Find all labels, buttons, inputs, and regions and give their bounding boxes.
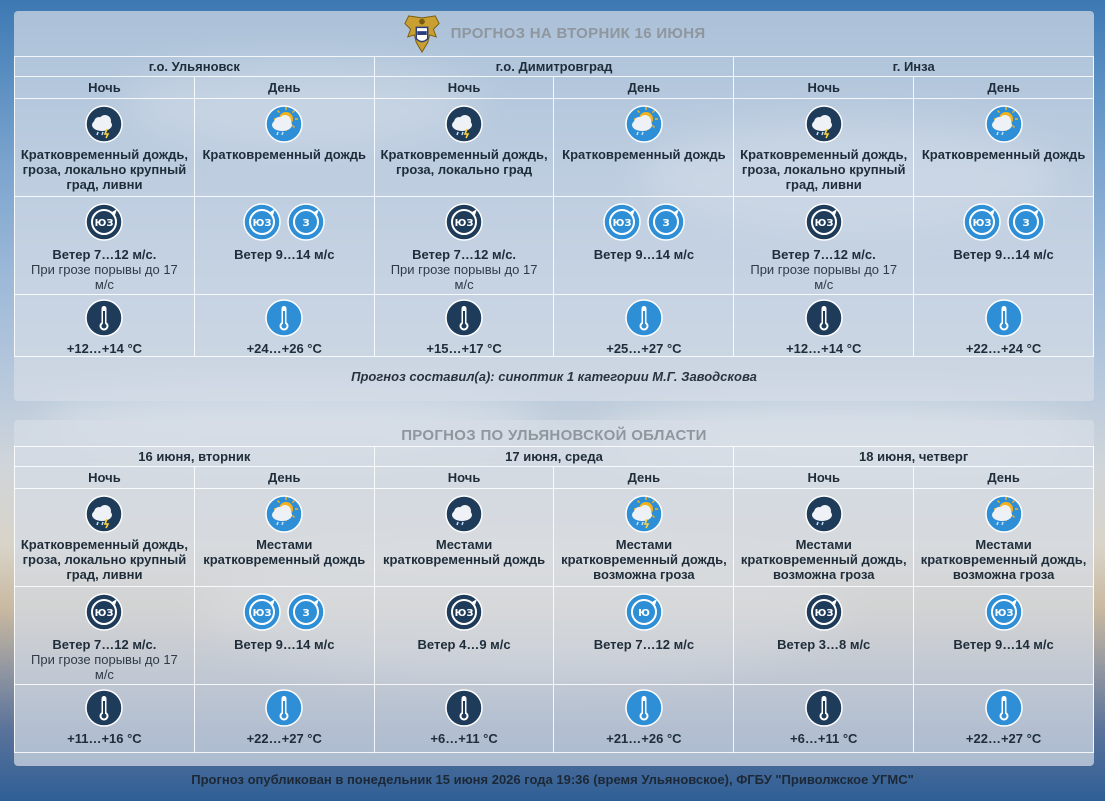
wind-cell [374,197,554,295]
weather-icon-wrap [15,495,194,533]
thermometer-wrap [914,689,1093,727]
condition-cell [734,99,914,197]
rain-night-icon [445,495,483,533]
rain-night-icon [805,495,843,533]
weather-icon-wrap [734,495,913,533]
condition-text: Кратковременный дождь [921,147,1086,162]
wind-speed: Ветер 7…12 м/с. [52,637,157,652]
thermometer-wrap [734,689,913,727]
svg-text:З: З [302,218,310,229]
today-forecast-title: ПРОГНОЗ НА ВТОРНИК 16 ИЮНЯ [450,25,706,42]
temperature-range: +25…+27 °С [606,341,682,356]
sun-rain-day-icon [265,495,303,533]
temperature-range: +12…+14 °С [66,341,143,356]
wind-sw-light-icon [243,593,281,631]
period-header: День [914,77,1094,99]
thermometer-icon [85,689,123,727]
wind-cell [15,587,195,685]
wind-sw-dark-icon [805,593,843,631]
thermometer-icon [445,689,483,727]
condition-cell [194,489,374,587]
region-forecast-title-bar [14,420,1094,446]
wind-speed: Ветер 7…12 м/с. [771,247,876,262]
wind-speed: Ветер 9…14 м/с [953,637,1054,652]
thermometer-icon [625,299,663,337]
weather-icon-wrap [195,105,374,143]
day-header: 17 июня, среда [374,447,734,467]
rain-thunder-night-icon [85,105,123,143]
gust-note: При грозе порывы до 17 м/с [750,262,898,292]
period-header: День [194,77,374,99]
svg-text:ЮЗ: ЮЗ [94,608,114,619]
wind-cell [734,587,914,685]
temperature-cell [914,295,1094,357]
period-header: Ночь [15,77,195,99]
region-forecast-title: ПРОГНОЗ ПО УЛЬЯНОВСКОЙ ОБЛАСТИ [401,426,707,444]
wind-icons [375,203,554,241]
wind-speed: Ветер 9…14 м/с [234,637,335,652]
temperature-cell [374,295,554,357]
wind-sw-dark-icon [85,593,123,631]
wind-w-light-icon [287,203,325,241]
temperature-range: +6…+11 °С [790,731,858,746]
thermometer-icon [805,689,843,727]
sun-rain-day-icon [985,105,1023,143]
wind-cell [194,197,374,295]
weather-icon-wrap [914,495,1093,533]
svg-text:ЮЗ: ЮЗ [972,218,991,229]
temperature-cell [554,685,734,753]
weather-icon-wrap [195,495,374,533]
thermometer-wrap [375,689,554,727]
period-header: Ночь [734,77,914,99]
temperature-range: +22…+24 °С [965,341,1042,356]
wind-icons [734,203,913,241]
thermometer-wrap [554,299,733,337]
condition-text: Местами кратковременный дождь [203,537,366,567]
condition-cell [374,489,554,587]
publication-footer: Прогноз опубликован в понедельник 15 июня 2026 года 19:36 (время Ульяновское), ФГБУ "Приволжское УГМС" [191,772,914,787]
temperature-cell [554,295,734,357]
condition-text: Кратковременный дождь, гроза, локально град [380,147,548,177]
period-header: Ночь [15,467,195,489]
thermometer-wrap [195,689,374,727]
wind-sw-dark-icon [85,203,123,241]
thermometer-icon [985,689,1023,727]
temperature-range: +24…+26 °С [246,341,322,356]
period-header: День [554,467,734,489]
wind-sw-dark-icon [445,593,483,631]
rain-thunder-night-icon [805,105,843,143]
thermometer-icon [265,689,303,727]
temperature-cell [194,685,374,753]
weather-icon-wrap [734,105,913,143]
wind-w-light-icon [647,203,685,241]
temperature-cell [914,685,1094,753]
temperature-cell [194,295,374,357]
wind-cell [734,197,914,295]
svg-text:ЮЗ: ЮЗ [994,608,1013,619]
condition-cell [15,99,195,197]
wind-speed: Ветер 7…12 м/с. [412,247,517,262]
thermometer-wrap [195,299,374,337]
day-header: 18 июня, четверг [734,447,1094,467]
condition-cell [194,99,374,197]
svg-text:ЮЗ: ЮЗ [814,608,834,619]
temperature-cell [734,685,914,753]
temperature-range: +15…+17 °С [426,341,502,356]
city-header: г. Инза [734,57,1094,77]
condition-cell [914,489,1094,587]
wind-speed: Ветер 3…8 м/с [777,637,871,652]
rain-thunder-night-icon [85,495,123,533]
condition-cell [374,99,554,197]
condition-cell [554,99,734,197]
thermometer-icon [805,299,843,337]
condition-text: Кратковременный дождь [202,147,366,162]
wind-icons [15,203,194,241]
forecast-author: Прогноз составил(а): синоптик 1 категории М.Г. Заводскова [351,369,757,384]
condition-cell [554,489,734,587]
wind-speed: Ветер 7…12 м/с. [52,247,157,262]
wind-icons [914,593,1093,631]
temperature-cell [15,685,195,753]
today-forecast-table [14,56,1094,357]
temperature-cell [374,685,554,753]
period-header: День [914,467,1094,489]
wind-cell [554,197,734,295]
temperature-cell [15,295,195,357]
temperature-range: +6…+11 °С [430,731,498,746]
svg-text:ЮЗ: ЮЗ [814,218,834,229]
wind-w-light-icon [1007,203,1045,241]
thermometer-icon [625,689,663,727]
wind-s-light-icon [625,593,663,631]
period-header: Ночь [374,77,554,99]
wind-icons [734,593,913,631]
gust-note: При грозе порывы до 17 м/с [31,652,178,682]
period-header: День [194,467,374,489]
svg-text:ЮЗ: ЮЗ [252,218,272,229]
wind-sw-light-icon [243,203,281,241]
condition-text: Кратковременный дождь, гроза, локально крупный град, ливни [20,537,188,582]
condition-cell [734,489,914,587]
weather-icon-wrap [554,105,733,143]
weather-icon-wrap [375,495,554,533]
period-header: Ночь [734,467,914,489]
wind-speed: Ветер 7…12 м/с [593,637,695,652]
region-forecast-panel [14,420,1094,766]
weather-icon-wrap [15,105,194,143]
weather-icon-wrap [375,105,554,143]
svg-text:ЮЗ: ЮЗ [612,218,632,229]
svg-text:Ю: Ю [638,608,650,619]
sun-rain-day-icon [625,105,663,143]
condition-cell [15,489,195,587]
day-header: 16 июня, вторник [15,447,375,467]
wind-sw-light-icon [603,203,641,241]
wind-sw-light-icon [985,593,1023,631]
temperature-range: +22…+27 °С [246,731,322,746]
wind-speed: Ветер 9…14 м/с [593,247,695,262]
wind-sw-dark-icon [805,203,843,241]
thermometer-icon [445,299,483,337]
city-header: г.о. Димитровград [374,57,734,77]
svg-text:ЮЗ: ЮЗ [454,608,474,619]
sun-rain-day-icon [265,105,303,143]
thermometer-wrap [554,689,733,727]
thermometer-wrap [375,299,554,337]
temperature-range: +12…+14 °С [786,341,862,356]
thermometer-wrap [15,299,194,337]
condition-text: Местами кратковременный дождь [383,537,546,567]
condition-text: Кратковременный дождь [562,147,726,162]
today-forecast-panel [14,11,1094,401]
wind-speed: Ветер 4…9 м/с [417,637,511,652]
period-header: День [554,77,734,99]
gust-note: При грозе порывы до 17 м/с [31,262,178,292]
wind-speed: Ветер 9…14 м/с [234,247,335,262]
svg-text:ЮЗ: ЮЗ [252,608,272,619]
condition-text: Местами кратковременный дождь, возможна гроза [920,537,1087,582]
rain-thunder-night-icon [445,105,483,143]
region-forecast-table [14,446,1094,753]
condition-text: Местами кратковременный дождь, возможна гроза [740,537,907,582]
wind-icons [195,593,374,631]
temperature-range: +11…+16 °С [67,731,142,746]
thermometer-icon [85,299,123,337]
condition-text: Местами кратковременный дождь, возможна гроза [561,537,727,582]
thermometer-icon [265,299,303,337]
wind-cell [374,587,554,685]
wind-icons [554,203,733,241]
condition-cell [914,99,1094,197]
temperature-range: +22…+27 °С [965,731,1042,746]
wind-speed: Ветер 9…14 м/с [953,247,1054,262]
wind-w-light-icon [287,593,325,631]
wind-cell [194,587,374,685]
svg-text:З: З [1022,218,1030,229]
svg-text:ЮЗ: ЮЗ [454,218,474,229]
wind-sw-light-icon [963,203,1001,241]
svg-text:ЮЗ: ЮЗ [94,218,114,229]
period-header: Ночь [374,467,554,489]
wind-cell [554,587,734,685]
wind-icons [554,593,733,631]
wind-icons [914,203,1093,241]
wind-cell [15,197,195,295]
thermometer-wrap [15,689,194,727]
temperature-range: +21…+26 °С [606,731,682,746]
svg-text:З: З [662,218,670,229]
thermometer-wrap [734,299,913,337]
svg-text:З: З [302,608,310,619]
wind-cell [914,197,1094,295]
roshydromet-emblem-icon [403,14,441,54]
sun-rain-day-icon [985,495,1023,533]
thermometer-wrap [914,299,1093,337]
today-forecast-title-bar [14,11,1094,56]
thermometer-icon [985,299,1023,337]
wind-icons [15,593,194,631]
condition-text: Кратковременный дождь, гроза, локально крупный град, ливни [740,147,908,192]
wind-cell [914,587,1094,685]
weather-icon-wrap [914,105,1093,143]
weather-icon-wrap [554,495,733,533]
gust-note: При грозе порывы до 17 м/с [390,262,538,292]
wind-sw-dark-icon [445,203,483,241]
wind-icons [195,203,374,241]
condition-text: Кратковременный дождь, гроза, локально крупный град, ливни [20,147,188,192]
sun-rain-thunder-day-icon [625,495,663,533]
city-header: г.о. Ульяновск [15,57,375,77]
temperature-cell [734,295,914,357]
wind-icons [375,593,554,631]
